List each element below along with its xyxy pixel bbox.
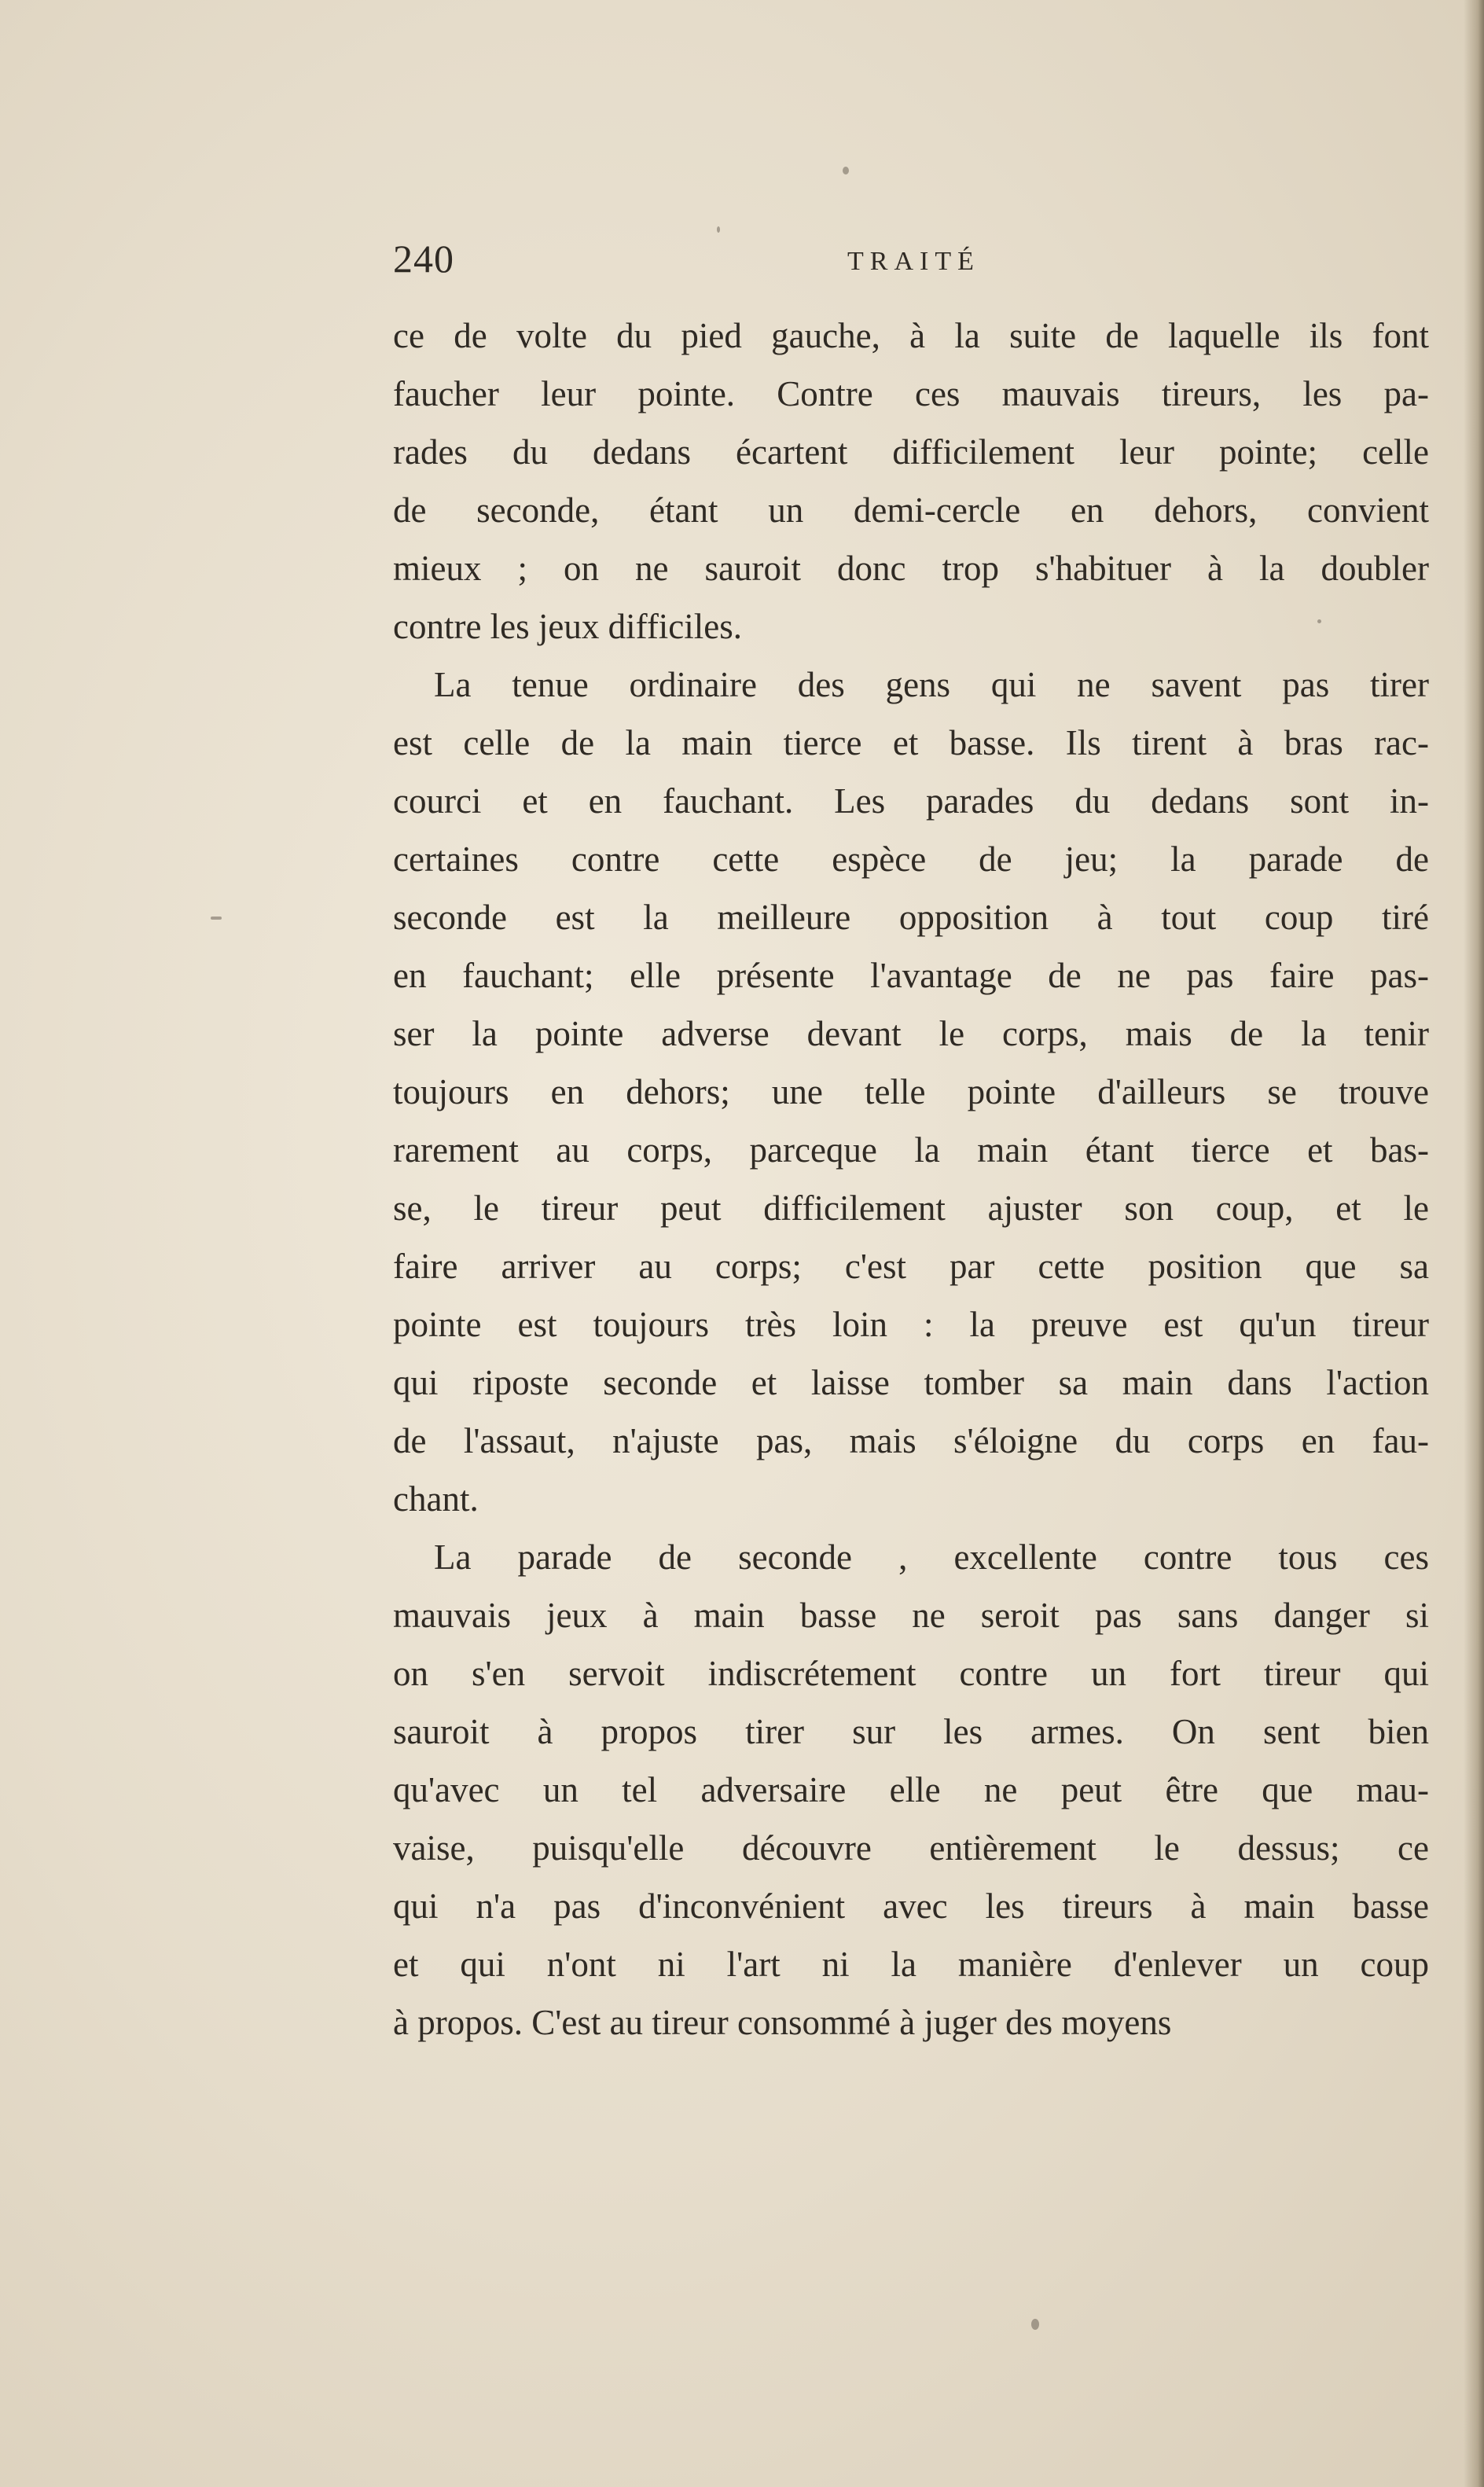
running-title: TRAITÉ <box>847 247 980 276</box>
text-line: toujours en dehors; une telle pointe d'ailleurs se trouve <box>393 1072 1429 1111</box>
text-line: rades du dedans écartent difficilement leur pointe; celle <box>393 432 1429 472</box>
text-line: ce de volte du pied gauche, à la suite de laquelle ils font <box>393 316 1429 355</box>
body-text <box>393 307 1429 2052</box>
text-line: est celle de la main tierce et basse. Ils tirent à bras rac- <box>393 723 1429 762</box>
text-line: ser la pointe adverse devant le corps, mais de la tenir <box>393 1014 1429 1053</box>
text-line: qu'avec un tel adversaire elle ne peut être que mau- <box>393 1770 1429 1809</box>
text-line: qui riposte seconde et laisse tomber sa main dans l'action <box>393 1363 1429 1402</box>
text-line: courci et en fauchant. Les parades du dedans sont in- <box>393 781 1429 821</box>
text-line: mauvais jeux à main basse ne seroit pas sans danger si <box>393 1596 1429 1635</box>
paper-speck <box>1031 2319 1039 2330</box>
text-line: faucher leur pointe. Contre ces mauvais tireurs, les pa- <box>393 374 1429 413</box>
text-line: sauroit à propos tirer sur les armes. On sent bien <box>393 1712 1429 1751</box>
text-line: rarement au corps, parceque la main étant tierce et bas- <box>393 1130 1429 1170</box>
text-line: pointe est toujours très loin : la preuve est qu'un tireur <box>393 1305 1429 1344</box>
text-line: chant. <box>393 1479 479 1519</box>
text-line: de l'assaut, n'ajuste pas, mais s'éloigne du corps en fau- <box>393 1421 1429 1460</box>
text-line: en fauchant; elle présente l'avantage de ne pas faire pas- <box>393 956 1429 995</box>
text-line: on s'en servoit indiscrétement contre un fort tireur qui <box>393 1654 1429 1693</box>
text-line: certaines contre cette espèce de jeu; la parade de <box>393 839 1429 879</box>
text-line: faire arriver au corps; c'est par cette position que sa <box>393 1247 1429 1286</box>
text-line: contre les jeux difficiles. <box>393 607 743 646</box>
text-line: La tenue ordinaire des gens qui ne savent pas tirer <box>434 665 1429 704</box>
paper-speck <box>211 917 222 920</box>
paper-speck <box>717 226 720 233</box>
paper-speck <box>843 167 849 174</box>
text-line: seconde est la meilleure opposition à tout coup tiré <box>393 898 1429 937</box>
text-line: vaise, puisqu'elle découvre entièrement le dessus; ce <box>393 1828 1429 1868</box>
text-line: se, le tireur peut difficilement ajuster son coup, et le <box>393 1188 1429 1228</box>
text-line: La parade de seconde , excellente contre tous ces <box>434 1537 1429 1577</box>
text-line: qui n'a pas d'inconvénient avec les tireurs à main basse <box>393 1886 1429 1926</box>
page-header <box>393 236 1431 291</box>
page-number: 240 <box>393 237 454 281</box>
text-line: et qui n'ont ni l'art ni la manière d'enlever un coup <box>393 1945 1429 1984</box>
text-line: mieux ; on ne sauroit donc trop s'habituer à la doubler <box>393 549 1429 588</box>
text-line: à propos. C'est au tireur consommé à juger des moyens <box>393 2003 1172 2042</box>
page-edge-shadow <box>1464 0 1484 2487</box>
text-line: de seconde, étant un demi-cercle en dehors, convient <box>393 490 1429 530</box>
